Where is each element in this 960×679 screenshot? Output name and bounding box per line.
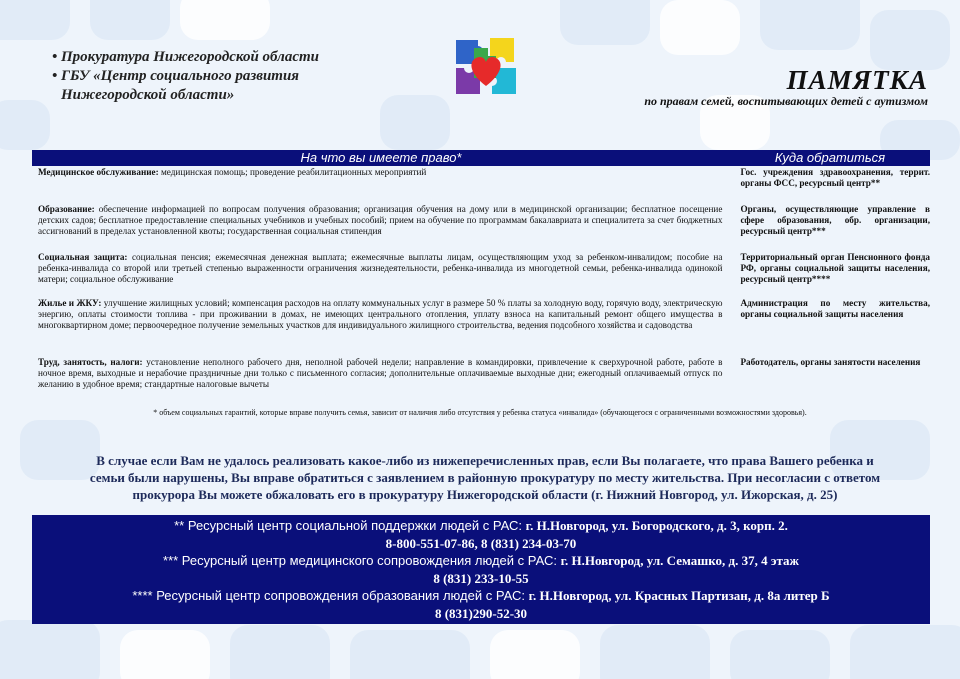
where-to-apply: Работодатель, органы занятости населения	[740, 357, 921, 367]
right-text: обеспечение информацией по вопросам получения образования; организация обучения на дому или в медицинской организации; бесплатное посещение детских садов; бесплатное предоставление специальных учебников и учебных пособий; прием на обучение по программам бакалавриата и специалитета за счет бюджетных ассигнований в пределах установленной квоты; государственная социальная стипендия	[38, 204, 723, 236]
org-line: • Прокуратура Нижегородской области	[52, 49, 320, 65]
right-category: Образование:	[38, 204, 95, 214]
right-category: Жилье и ЖКУ:	[38, 298, 102, 308]
center-phone: 8 (831) 233-10-55	[433, 570, 529, 586]
puzzle-heart-icon	[452, 34, 520, 102]
center-address: г. Н.Новгород, ул. Красных Партизан, д. 8а литер Б	[528, 588, 830, 603]
page-title: ПАМЯТКА	[786, 65, 928, 95]
notice-line: прокурора Вы можете обжаловать его в прокуратуру Нижегородской области (г. Нижний Новгород, ул. Ижорская, д. 25)	[132, 487, 838, 502]
contact-center	[32, 517, 930, 535]
contacts-box	[32, 515, 930, 624]
center-name: ** Ресурсный центр социальной поддержки людей с РАС:	[174, 518, 526, 533]
center-phone: 8 (831)290-52-30	[434, 605, 528, 621]
org-line: Нижегородской области»	[61, 87, 235, 103]
table-row	[32, 357, 930, 390]
header-rights: На что вы имеете право*	[300, 150, 462, 165]
center-address: г. Н.Новгород, ул. Богородского, д. 3, корп. 2.	[525, 518, 788, 533]
right-description	[32, 252, 722, 285]
table-row	[32, 252, 930, 285]
right-category: Социальная защита:	[38, 252, 128, 262]
rights-table	[32, 150, 930, 389]
right-category: Медицинское обслуживание:	[38, 167, 159, 177]
where-to-apply: Территориальный орган Пенсионного фонда РФ, органы социальной защиты населения, ресурсный центр****	[740, 252, 930, 284]
right-description	[32, 298, 722, 331]
right-text: улучшение жилищных условий; компенсация расходов на оплату коммунальных услуг в размере 50 % платы за холодную воду, горячую воду, электрическую энергию, оплаты стоимости топлива - при проживании в домах, не имеющих центрального отопления, уплату взноса на капитальный ремонт общего имущества в многоквартирном доме; первоочередное получение земельных участков для индивидуального жилищного строительства, ведения подсобного хозяйства и садоводства	[38, 298, 723, 330]
notice-line: В случае если Вам не удалось реализовать какое-либо из нижеперечисленных прав, если Вы полагаете, что права Вашего ребенка и	[96, 453, 874, 468]
table-row	[32, 204, 930, 237]
right-description	[32, 167, 722, 189]
org-line: • ГБУ «Центр социального развития	[52, 68, 300, 84]
right-description	[32, 204, 722, 237]
right-text: установление неполного рабочего дня, неполной рабочей недели; направление в командировки, привлечение к сверхурочной работе, работе в ночное время, выходные и нерабочие праздничные дни только с письменного согласия; дополнительные оплачиваемые выходные дни; ежегодный оплачиваемый отпуск по желанию в удобное время; стандартные налоговые вычеты	[38, 357, 723, 389]
notice-text	[60, 452, 910, 503]
table-row	[32, 298, 930, 331]
where-to-apply: Администрация по месту жительства, органы социальной защиты населения	[740, 298, 930, 319]
right-text: медицинская помощь; проведение реабилитационных мероприятий	[158, 167, 427, 177]
contact-center	[32, 552, 930, 570]
table-header	[32, 150, 930, 166]
center-name: *** Ресурсный центр медицинского сопровождения людей с РАС:	[163, 553, 561, 568]
right-text: социальная пенсия; ежемесячная денежная выплата; ежемесячные выплаты лицам, осуществляющим уход за ребенком-инвалидом; пособие на ребенка-инвалида со второй или третьей степенью выраженности ограничения жизнедеятельности, ребенка-инвалида из многодетной семьи, ребенка-инвалида одинокой матери; социальное обслуживание	[38, 252, 723, 284]
right-description	[32, 357, 722, 390]
where-to-apply: Гос. учреждения здравоохранения, террит. органы ФСС, ресурсный центр**	[740, 167, 930, 188]
contact-center	[32, 587, 930, 605]
footnote: * объем социальных гарантий, которые вправе получить семья, зависит от наличия либо отсутствия у ребенка статуса «инвалида» (обучающегося с ограниченными возможностями здоровья).	[153, 408, 807, 417]
where-to-apply: Органы, осуществляющие управление в сфере образования, обр. организации, ресурсный центр***	[740, 204, 930, 236]
title-block	[644, 66, 928, 109]
page-subtitle: по правам семей, воспитывающих детей с аутизмом	[644, 94, 928, 108]
table-row	[32, 167, 930, 189]
center-name: **** Ресурсный центр сопровождения образования людей с РАС:	[132, 588, 529, 603]
right-category: Труд, занятость, налоги:	[38, 357, 143, 367]
header-where: Куда обратиться	[774, 150, 886, 165]
organizations	[52, 48, 319, 105]
notice-line: семьи были нарушены, Вы вправе обратиться с заявлением в районную прокуратуру по месту жительства. При несогласии с ответом	[89, 470, 881, 485]
center-phone: 8-800-551-07-86, 8 (831) 234-03-70	[385, 535, 577, 551]
center-address: г. Н.Новгород, ул. Семашко, д. 37, 4 этаж	[560, 553, 799, 568]
